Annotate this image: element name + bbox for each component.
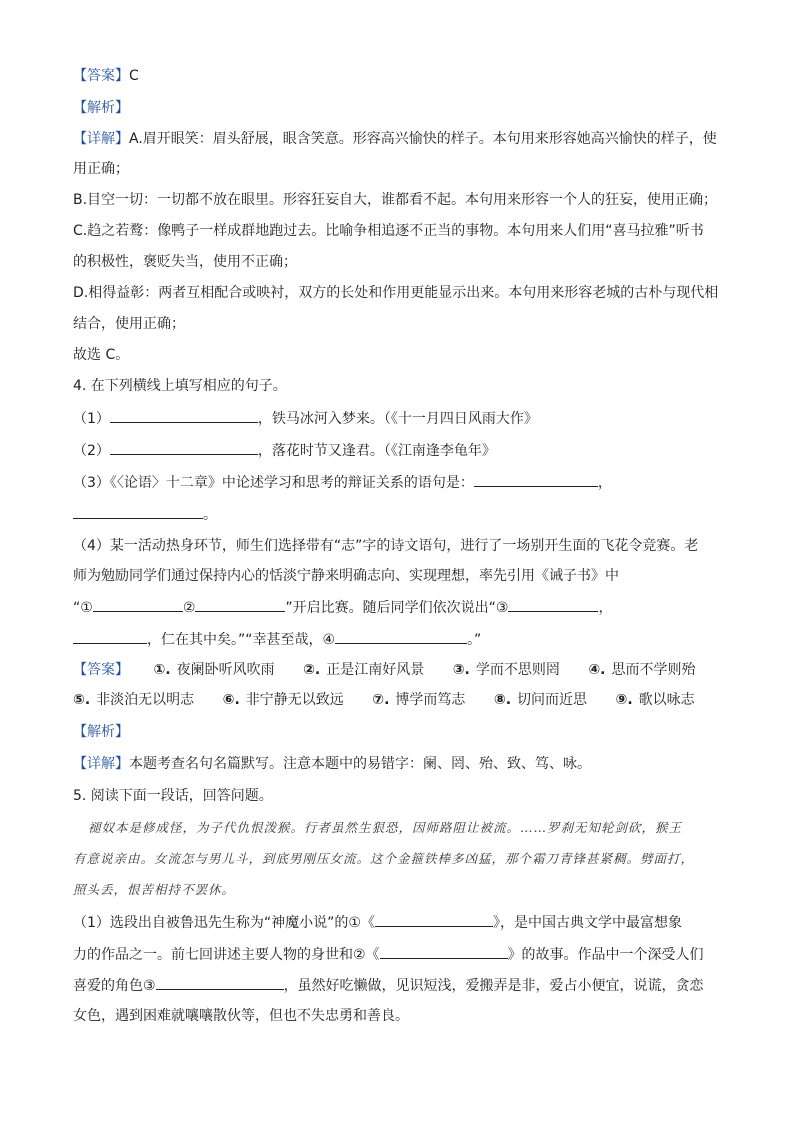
q4-detail xyxy=(73,754,591,774)
q4-item4-line3 xyxy=(73,597,612,618)
answer-item xyxy=(494,690,587,710)
punct: ， xyxy=(598,600,613,616)
q4-item2 xyxy=(73,440,496,461)
detail-text: 本题考查名句名篇默写。注意本题中的易错字：阑、罔、殆、致、笃、咏。 xyxy=(129,756,591,772)
punct: 。” xyxy=(467,632,482,648)
q3-detail-c1: C.趋之若鹜：像鸭子一样成群地跑过去。比喻争相追逐不正当的事物。本句用来人们用“喜马拉雅”听书 xyxy=(73,223,704,239)
answer-item xyxy=(372,690,465,710)
q4-item3 xyxy=(73,472,612,493)
q5-item1-line2 xyxy=(73,944,704,965)
item-text: ，虽然好吃懒做，见识短浅，爱搬弄是非，爱占小便宜，说谎，贪恋 xyxy=(283,978,704,994)
q3-detail-a1 xyxy=(73,129,717,149)
q4-item4-line4 xyxy=(73,629,481,650)
fill-blank[interactable] xyxy=(73,629,147,644)
analysis-label: 【解析】 xyxy=(73,724,129,740)
q5-stem: 5. 阅读下面一段话，回答问题。 xyxy=(73,788,273,804)
q5-item1-line4: 女色，遇到困难就嚷嚷散伙等，但也不失忠勇和善良。 xyxy=(73,1008,409,1024)
answer-text: 夜阑卧听风吹雨 xyxy=(176,662,275,678)
q4-item4-line1: （4）某一活动热身环节，师生们选择带有“志”字的诗文语句，进行了一场别开生面的飞花令竞赛。老 xyxy=(73,538,699,554)
item-text: ”开启比赛。随后同学们依次说出“③ xyxy=(285,600,509,616)
answer-number: ⑥. xyxy=(222,692,240,708)
item-text: ，仁在其中矣。”“幸甚至哉，④ xyxy=(147,632,336,648)
q4-answers-row2 xyxy=(73,690,695,710)
q4-item3-cont xyxy=(73,504,217,525)
answer-item xyxy=(453,660,560,680)
q3-detail-d2: 结合，使用正确； xyxy=(73,316,185,332)
item-text: 》的故事。作品中一个深受人们 xyxy=(507,947,704,963)
answer-number: ③. xyxy=(452,662,470,678)
fill-blank[interactable] xyxy=(110,408,258,423)
passage-line: 褪奴本是修成怪，为子代仇恨泼猴。行者虽然生狠恐，因师路阻让被流。……罗刹无知轮剑砍，猴王 xyxy=(88,820,683,835)
answer-number: ⑧. xyxy=(493,692,512,708)
detail-text: A.眉开眼笑：眉头舒展，眼含笑意。形容高兴愉快的样子。本句用来形容她高兴愉快的样子，使 xyxy=(129,131,717,147)
q3-conclusion: 故选 C。 xyxy=(73,347,130,363)
q4-item4-line2: 师为勉励同学们通过保持内心的恬淡宁静来明确志向、实现理想，率先引用《诫子书》中 xyxy=(73,568,619,584)
q3-detail-c2: 的积极性，褒贬失当，使用不正确； xyxy=(73,254,297,270)
item-text: ，铁马冰河入梦来。（《十一月四日风雨大作》 xyxy=(257,411,538,427)
item-text: （3）《〈论语〉十二章》中论述学习和思考的辩证关系的语句是： xyxy=(73,475,474,491)
answer-text: 切问而近思 xyxy=(517,692,588,708)
fill-blank[interactable] xyxy=(380,944,508,959)
answer-item xyxy=(616,690,695,710)
item-number: （1） xyxy=(73,411,110,427)
answer-label: 【答案】 xyxy=(73,68,129,84)
item-text: 力的作品之一。前七回讲述主要人物的身世和②《 xyxy=(73,947,380,963)
analysis-label: 【解析】 xyxy=(73,100,129,116)
detail-label: 【详解】 xyxy=(73,756,129,772)
fill-blank[interactable] xyxy=(335,629,467,644)
answer-text: 歌以咏志 xyxy=(638,692,695,708)
answer-value: C xyxy=(129,68,139,84)
item-text: ，落花时节又逢君。（《江南逢李龟年》 xyxy=(257,443,496,459)
fill-blank[interactable] xyxy=(73,504,203,519)
detail-label: 【详解】 xyxy=(73,131,129,147)
answer-item xyxy=(223,690,344,710)
answer-item xyxy=(303,660,424,680)
fill-blank[interactable] xyxy=(156,975,284,990)
answer-text: 博学而笃志 xyxy=(395,692,466,708)
answer-number: ②. xyxy=(303,662,321,678)
answer-text: 非宁静无以致远 xyxy=(245,692,344,708)
punct: ， xyxy=(597,475,612,491)
q3-detail-d1: D.相得益彰：两者互相配合或映衬，双方的长处和作用更能显示出来。本句用来形容老城的古朴与现代相 xyxy=(73,285,719,301)
fill-blank[interactable] xyxy=(375,912,493,927)
answer-item xyxy=(73,690,194,710)
item-text: 喜爱的角色③ xyxy=(73,978,156,994)
answer-text: 正是江南好风景 xyxy=(326,662,425,678)
answer-number: ⑦. xyxy=(372,692,390,708)
answer-number: ④. xyxy=(588,662,606,678)
fill-blank[interactable] xyxy=(110,440,258,455)
answer-number: ①. xyxy=(153,662,171,678)
q5-item1-line1 xyxy=(73,912,682,933)
q3-answer xyxy=(73,66,139,86)
answer-text: 学而不思则罔 xyxy=(475,662,560,678)
passage-line: 有意说亲由。女流怎与男儿斗，到底男刚压女流。这个金箍铁棒多凶猛，那个霜刀青锋甚紧稠。劈面打， xyxy=(73,851,695,866)
answer-item xyxy=(153,660,274,680)
q4-answers-row1 xyxy=(73,660,696,680)
q3-detail-b: B.目空一切：一切都不放在眼里。形容狂妄自大，谁都看不起。本句用来形容一个人的狂妄，使用正确； xyxy=(73,192,718,208)
fill-blank[interactable] xyxy=(474,472,598,487)
passage-line: 照头丢，恨苦相持不罢休。 xyxy=(73,882,236,897)
answer-text: 思而不学则殆 xyxy=(611,662,696,678)
answer-label: 【答案】 xyxy=(73,662,129,678)
blank-marker: ② xyxy=(182,600,196,616)
q5-item1-line3 xyxy=(73,975,704,996)
fill-blank[interactable] xyxy=(93,597,183,612)
answer-item xyxy=(588,660,695,680)
item-number: （2） xyxy=(73,443,110,459)
punct: 。 xyxy=(203,507,217,523)
q4-stem: 4. 在下列横线上填写相应的句子。 xyxy=(73,378,287,394)
answer-number: ⑤. xyxy=(73,692,91,708)
q3-detail-a2: 用正确； xyxy=(73,161,129,177)
answer-text: 非淡泊无以明志 xyxy=(96,692,195,708)
blank-marker: “① xyxy=(73,600,93,616)
answer-number: ⑨. xyxy=(615,692,633,708)
item-text: （1）选段出自被鲁迅先生称为“神魔小说”的①《 xyxy=(73,915,375,931)
fill-blank[interactable] xyxy=(195,597,285,612)
fill-blank[interactable] xyxy=(508,597,598,612)
q4-item1 xyxy=(73,408,538,429)
item-text: 》，是中国古典文学中最富想象 xyxy=(492,915,682,931)
